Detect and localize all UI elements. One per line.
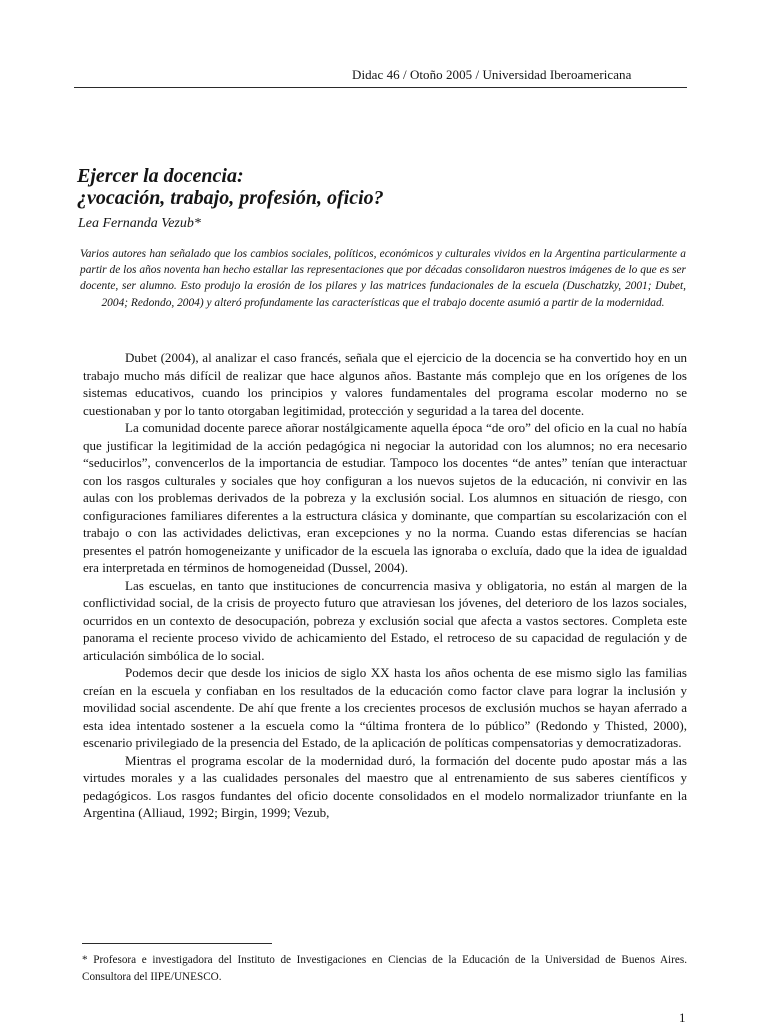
running-header: Didac 46 / Otoño 2005 / Universidad Iberoamericana	[352, 67, 632, 82]
article-title-line-1: Ejercer la docencia:	[77, 165, 244, 187]
footnote-rule	[82, 943, 272, 944]
footnote: * Profesora e investigadora del Instituto de Investigaciones en Ciencias de la Educación de la Universidad de Buenos Aires. Consultora del IIPE/UNESCO.	[82, 954, 687, 983]
body-paragraph: Las escuelas, en tanto que instituciones de concurrencia masiva y obligatoria, no están al margen de la conflictividad social, de la crisis de proyecto futuro que atraviesan los jóvenes, del deterioro de los lazos sociales, ocurridos en un contexto de desocupación, pobreza y exclusión social que afecta a vastos sectores. Completa este panorama el reciente proceso vivido de achicamiento del Estado, el retroceso de su capacidad de regulación y de articulación simbólica de lo social.	[83, 577, 687, 663]
page-number: 1	[679, 1010, 686, 1025]
body-paragraph: Mientras el programa escolar de la modernidad duró, la formación del docente pudo apostar más a las virtudes morales y a las cualidades personales del maestro que al entrenamiento de sus saberes científicos y pedagógicos. Los rasgos fundantes del oficio docente consolidados en el modelo normalizador triunfante en la Argentina (Alliaud, 1992; Birgin, 1999; Vezub,	[83, 752, 687, 820]
body-paragraph: Podemos decir que desde los inicios de siglo XX hasta los años ochenta de ese mismo siglo las familias creían en la escuela y confiaban en los resultados de la educación como factor clave para lograr la inclusión y movilidad social ascendente. De ahí que frente a los crecientes procesos de exclusión muchos se hayan aferrado a esta idea intentado sostener a la escuela como la “última frontera de lo público” (Redondo y Thisted, 2000), escenario privilegiado de la presencia del Estado, de la aplicación de políticas compensatorias y democratizadoras.	[83, 665, 687, 750]
header-rule	[74, 87, 687, 88]
article-title-line-2: ¿vocación, trabajo, profesión, oficio?	[77, 187, 384, 209]
author-name: Lea Fernanda Vezub*	[78, 216, 201, 231]
body-paragraph: Dubet (2004), al analizar el caso francés, señala que el ejercicio de la docencia se ha convertido hoy en un trabajo mucho más difícil de realizar que hace algunos años. Bastante más complejo que en los orígenes de los sistemas educativos, cuando los principios y valores fundamentales del programa escolar moderno no se cuestionaban y por lo tanto otorgaban legitimidad, protección y seguridad a la tarea del docente.	[83, 350, 687, 418]
article-body	[83, 349, 687, 822]
body-paragraph: La comunidad docente parece añorar nostálgicamente aquella época “de oro” del oficio en la cual no había que justificar la legitimidad de la acción pedagógica ni negociar la autoridad con los alumnos; no era necesario “seducirlos”, convencerlos de la importancia de estudiar. Tampoco los docentes “de antes” tenían que interactuar con los rasgos culturales y sociales que hoy configuran a los nuevos sujetos de la educación, ni convivir en las aulas con los problemas derivados de la pobreza y la exclusión social. Los alumnos en situación de riesgo, con configuraciones familiares diferentes a la estructura clásica y dominante, que compartían su escolarización con el trabajo o con las actividades delictivas, eran excepciones y no la norma. Cuando estas diferencias se hacían presentes el patrón homogeneizante y unificador de la escuela las ignoraba o excluía, dado que la idea de igualdad era interpretada en términos de homogeneidad (Dussel, 2004).	[83, 420, 687, 575]
abstract: Varios autores han señalado que los cambios sociales, políticos, económicos y culturales vividos en la Argentina particularmente a partir de los años noventa han hecho estallar las representaciones que por décadas consolidaron nuestros imágenes de lo que es ser docente, ser alumno. Esto produjo la erosión de los pilares y las matrices fundacionales de la escuela (Duschatzky, 2001; Dubet, 2004; Redondo, 2004) y alteró profundamente las características que el trabajo docente asumió a partir de la modernidad.	[80, 248, 686, 309]
